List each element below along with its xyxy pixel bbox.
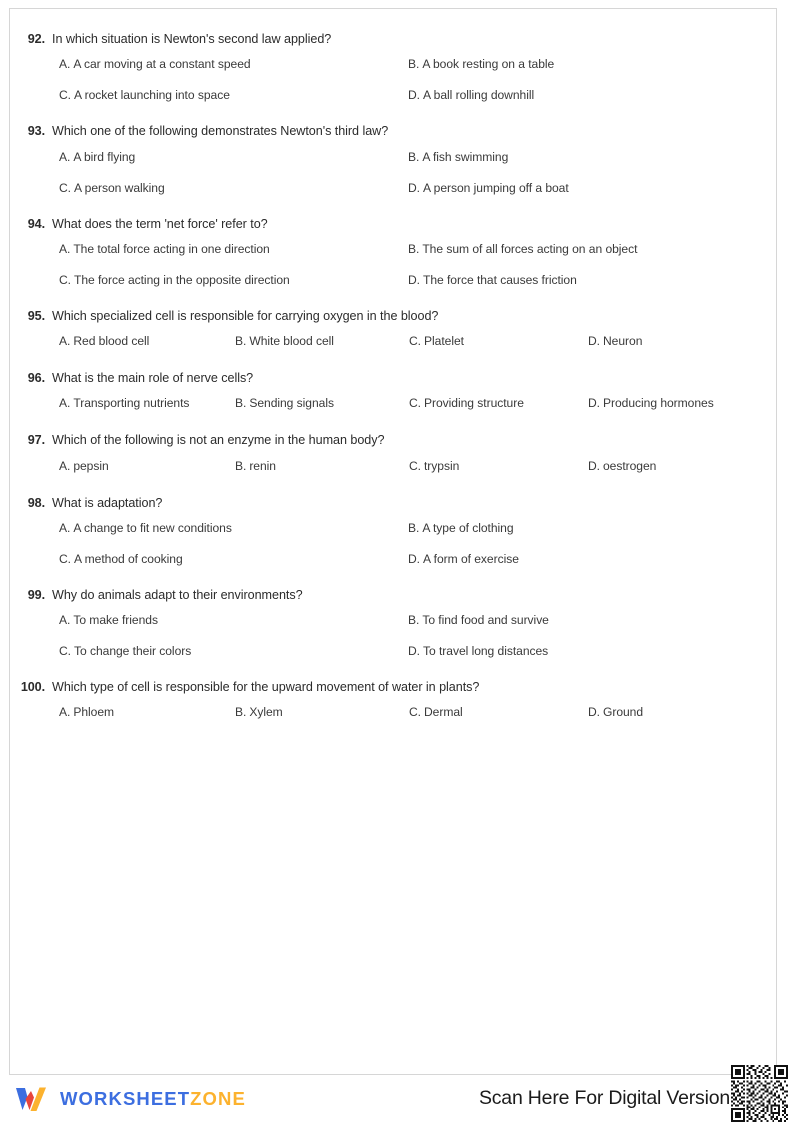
option-label: B. xyxy=(408,149,420,164)
option-label: C. xyxy=(59,551,71,566)
option-text: trypsin xyxy=(424,458,460,473)
answer-option[interactable] xyxy=(59,551,183,568)
answer-option[interactable] xyxy=(408,149,508,166)
option-label: A. xyxy=(59,705,71,720)
answer-option[interactable] xyxy=(409,704,463,721)
option-text: To find food and survive xyxy=(422,613,549,627)
option-label: B. xyxy=(235,334,247,348)
option-label: A. xyxy=(59,241,71,256)
option-text: A change to fit new conditions xyxy=(73,520,232,535)
option-text: Platelet xyxy=(424,334,464,348)
option-row xyxy=(14,266,763,297)
question-text: What is adaptation? xyxy=(52,495,163,510)
option-text: Sending signals xyxy=(249,396,334,411)
question-text: Which one of the following demonstrates Newton's third law? xyxy=(52,124,389,139)
option-text: The total force acting in one direction xyxy=(73,241,270,256)
brand-word-zone: ZONE xyxy=(190,1087,246,1109)
brand-logo xyxy=(14,1085,246,1113)
question-stem xyxy=(14,297,763,325)
option-label: A. xyxy=(59,334,71,348)
answer-option[interactable] xyxy=(235,333,334,350)
question-number: 96. xyxy=(27,371,45,385)
option-text: Dermal xyxy=(424,705,463,720)
option-text: To change their colors xyxy=(74,644,192,658)
answer-option[interactable] xyxy=(59,643,191,660)
answer-option[interactable] xyxy=(408,272,577,289)
question-block xyxy=(14,668,763,730)
option-label: A. xyxy=(59,458,71,473)
answer-option[interactable] xyxy=(59,395,189,412)
scan-here-text: Scan Here For Digital Version xyxy=(478,1087,730,1109)
option-text: A ball rolling downhill xyxy=(423,88,535,103)
option-group xyxy=(14,698,763,730)
worksheet-zone-w-logo-icon xyxy=(14,1085,51,1113)
option-text: Red blood cell xyxy=(73,334,150,348)
answer-option[interactable] xyxy=(588,333,642,350)
option-row xyxy=(14,637,763,668)
option-label: D. xyxy=(408,180,420,195)
option-group xyxy=(14,514,763,576)
answer-option[interactable] xyxy=(59,241,270,258)
option-label: B. xyxy=(408,241,420,256)
option-label: C. xyxy=(409,334,421,348)
question-text: What does the term 'net force' refer to? xyxy=(52,216,268,231)
option-text: A type of clothing xyxy=(422,520,514,535)
option-label: C. xyxy=(59,180,71,195)
option-text: To travel long distances xyxy=(423,644,549,658)
option-row xyxy=(14,606,763,637)
option-label: C. xyxy=(59,272,71,287)
option-label: D. xyxy=(588,334,600,348)
option-row xyxy=(14,81,763,112)
option-label: C. xyxy=(409,458,421,473)
question-block xyxy=(14,359,763,421)
option-row xyxy=(14,235,763,266)
option-group xyxy=(14,327,763,359)
answer-option[interactable] xyxy=(408,612,549,629)
question-number: 92. xyxy=(27,32,45,46)
option-label: D. xyxy=(408,88,420,103)
option-label: A. xyxy=(59,613,71,627)
question-block xyxy=(14,484,763,576)
answer-option[interactable] xyxy=(409,395,524,412)
question-text: What is the main role of nerve cells? xyxy=(52,371,254,385)
option-text: Providing structure xyxy=(424,396,524,411)
option-label: A. xyxy=(59,520,71,535)
option-label: B. xyxy=(235,396,247,411)
option-text: renin xyxy=(249,458,276,473)
question-block xyxy=(14,297,763,359)
question-number: 95. xyxy=(27,308,45,323)
option-text: A method of cooking xyxy=(74,551,183,566)
option-text: Xylem xyxy=(249,705,283,720)
option-label: D. xyxy=(588,458,600,473)
option-text: Transporting nutrients xyxy=(73,396,190,411)
answer-option[interactable] xyxy=(408,241,637,258)
answer-option[interactable] xyxy=(235,395,334,412)
question-number: 99. xyxy=(27,587,45,602)
option-label: B. xyxy=(408,613,420,627)
option-label: D. xyxy=(408,272,420,287)
question-number: 98. xyxy=(27,495,45,510)
option-row xyxy=(14,698,763,730)
answer-option[interactable] xyxy=(588,704,643,721)
option-label: C. xyxy=(409,396,421,411)
option-label: B. xyxy=(235,705,247,720)
answer-option[interactable] xyxy=(59,333,149,350)
answer-option[interactable] xyxy=(59,180,165,197)
option-group xyxy=(14,235,763,297)
option-text: A rocket launching into space xyxy=(74,88,230,103)
option-text: Producing hormones xyxy=(603,396,714,411)
answer-option[interactable] xyxy=(408,180,569,197)
question-stem xyxy=(14,20,763,48)
option-row xyxy=(14,50,763,81)
option-group xyxy=(14,452,763,484)
question-block xyxy=(14,421,763,483)
option-text: A person jumping off a boat xyxy=(423,180,569,195)
question-block xyxy=(14,205,763,297)
option-group xyxy=(14,389,763,421)
question-stem xyxy=(14,484,763,512)
question-number: 93. xyxy=(27,124,45,139)
question-number: 97. xyxy=(27,433,45,448)
option-text: A bird flying xyxy=(73,149,136,164)
question-stem xyxy=(14,668,763,696)
option-text: pepsin xyxy=(73,458,109,473)
answer-option[interactable] xyxy=(408,87,534,104)
question-text: Which of the following is not an enzyme in the human body? xyxy=(52,433,385,448)
question-stem xyxy=(14,112,763,140)
question-block xyxy=(14,20,763,112)
brand-word-worksheet: WORKSHEET xyxy=(60,1087,191,1109)
question-list xyxy=(9,8,777,730)
answer-option[interactable] xyxy=(409,333,464,350)
answer-option[interactable] xyxy=(408,551,519,568)
answer-option[interactable] xyxy=(408,56,554,73)
option-text: Phloem xyxy=(73,705,115,720)
answer-option[interactable] xyxy=(235,704,283,721)
option-text: To make friends xyxy=(73,613,158,627)
answer-option[interactable] xyxy=(409,458,459,475)
option-text: oestrogen xyxy=(603,458,657,473)
answer-option[interactable] xyxy=(59,704,114,721)
option-text: A person walking xyxy=(74,180,165,195)
option-text: White blood cell xyxy=(249,334,334,348)
answer-option[interactable] xyxy=(408,643,548,660)
option-row xyxy=(14,545,763,576)
option-row xyxy=(14,389,763,421)
answer-option[interactable] xyxy=(59,149,135,166)
option-label: B. xyxy=(408,57,420,72)
option-text: The sum of all forces acting on an object xyxy=(422,241,638,256)
answer-option[interactable] xyxy=(408,520,514,537)
option-row xyxy=(14,514,763,545)
question-stem xyxy=(14,421,763,449)
option-group xyxy=(14,143,763,205)
option-label: D. xyxy=(588,396,600,411)
option-row xyxy=(14,174,763,205)
answer-option[interactable] xyxy=(588,395,714,412)
qr-code-icon[interactable] xyxy=(731,1065,788,1122)
option-text: Ground xyxy=(603,705,644,720)
answer-option[interactable] xyxy=(59,272,290,289)
option-label: B. xyxy=(235,458,247,473)
option-label: C. xyxy=(409,705,421,720)
option-label: C. xyxy=(59,644,71,658)
question-number: 100. xyxy=(20,680,45,694)
answer-option[interactable] xyxy=(235,458,276,475)
answer-option[interactable] xyxy=(59,612,158,629)
question-text: Why do animals adapt to their environments? xyxy=(52,587,303,602)
option-label: D. xyxy=(588,705,600,720)
option-row xyxy=(14,452,763,484)
question-text: Which type of cell is responsible for the upward movement of water in plants? xyxy=(52,680,480,694)
question-text: Which specialized cell is responsible for carrying oxygen in the blood? xyxy=(52,308,439,323)
question-number: 94. xyxy=(27,216,45,231)
option-text: A book resting on a table xyxy=(422,57,555,72)
question-block xyxy=(14,576,763,668)
answer-option[interactable] xyxy=(59,56,251,73)
option-group xyxy=(14,606,763,668)
option-text: Neuron xyxy=(603,334,643,348)
question-block xyxy=(14,112,763,204)
option-label: D. xyxy=(408,644,420,658)
option-text: The force acting in the opposite direction xyxy=(74,272,290,287)
option-label: A. xyxy=(59,57,71,72)
option-text: The force that causes friction xyxy=(423,272,577,287)
page-footer xyxy=(0,1076,793,1122)
question-stem xyxy=(14,359,763,387)
answer-option[interactable] xyxy=(59,87,230,104)
option-text: A form of exercise xyxy=(423,551,519,566)
question-stem xyxy=(14,205,763,233)
answer-option[interactable] xyxy=(588,458,656,475)
option-group xyxy=(14,50,763,112)
question-text: In which situation is Newton's second law applied? xyxy=(52,32,332,46)
question-stem xyxy=(14,576,763,604)
answer-option[interactable] xyxy=(59,458,109,475)
option-text: A car moving at a constant speed xyxy=(73,57,251,72)
option-label: D. xyxy=(408,551,420,566)
option-label: C. xyxy=(59,88,71,103)
option-row xyxy=(14,327,763,359)
option-label: B. xyxy=(408,520,420,535)
option-label: A. xyxy=(59,149,71,164)
option-text: A fish swimming xyxy=(422,149,509,164)
option-label: A. xyxy=(59,396,71,411)
answer-option[interactable] xyxy=(59,520,232,537)
brand-wordmark xyxy=(60,1087,246,1109)
option-row xyxy=(14,143,763,174)
